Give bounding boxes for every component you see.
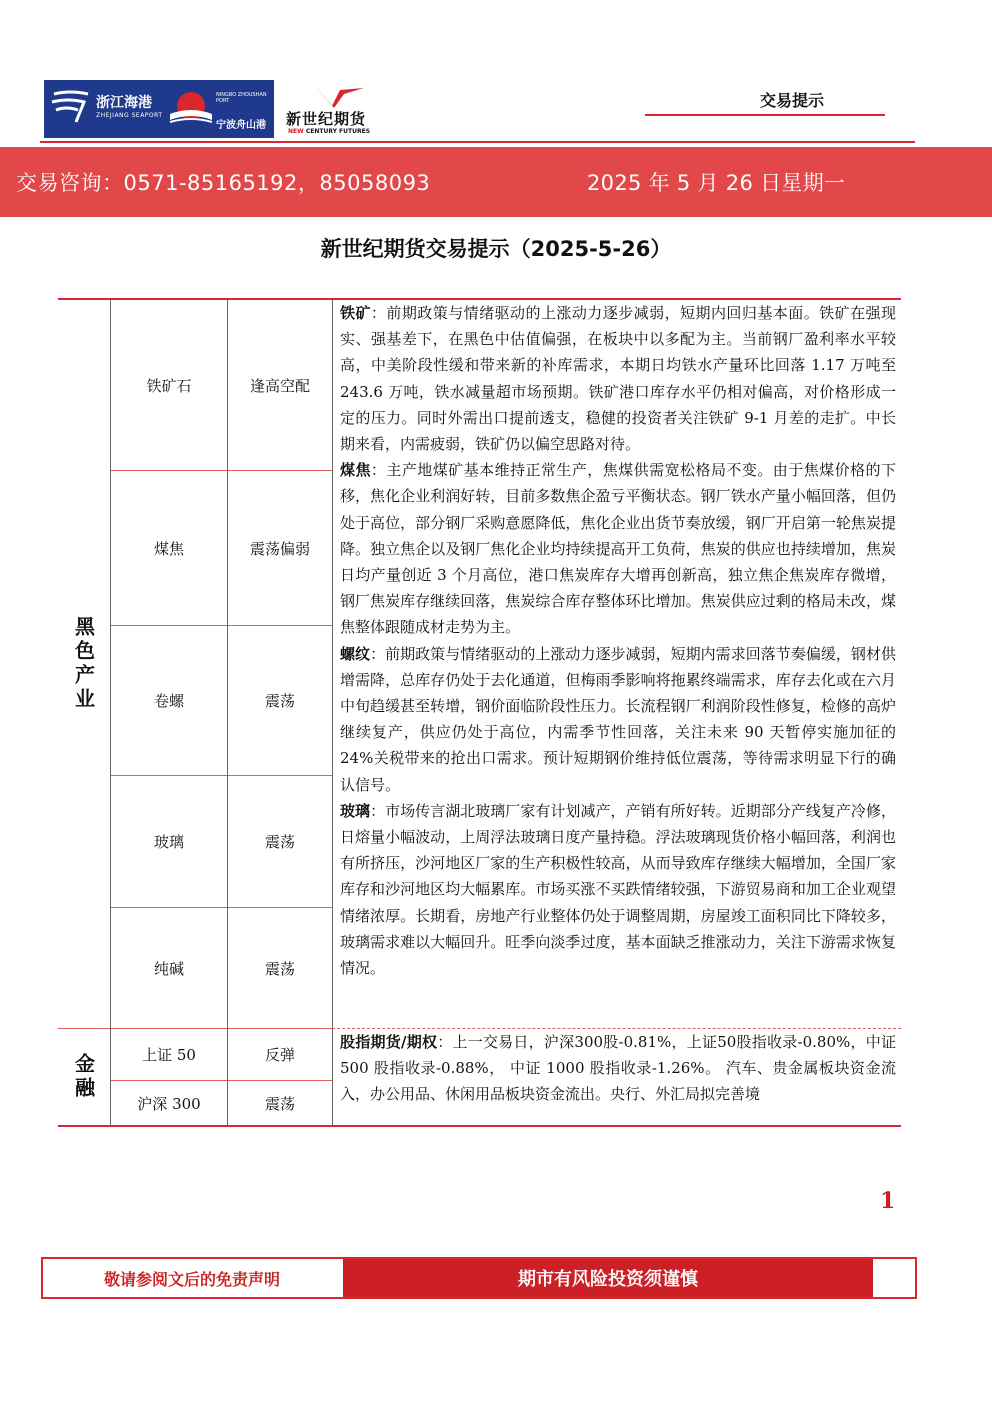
ningbo-port-cn: 宁波舟山港 xyxy=(216,120,266,131)
commentary-iron-ore: 铁矿：前期政策与情绪驱动的上涨动力逐步减弱，短期内回归基本面。铁矿在强现实、强基差下，在黑色中估值偏强，在板块中以多配为主。当前钢厂盈利率水平较高，中美阶段性缓和带来新的补库需求，本期日均铁水产量环比回落 1.17 万吨至 243.6 万吨，铁水减量超市场预期。铁矿港口库存水平仍相对偏高，对价格形成一定的压力。同时外需出口提前透支，稳健的投资者关注铁矿 9-1 月差的走扩。中长期来看，内需疲弱，铁矿仍以偏空思路对待。 xyxy=(340,304,896,454)
view-cell: 震荡 xyxy=(264,959,295,978)
banner-date: 2025 年 5 月 26 日星期一 xyxy=(587,171,846,195)
table-bottom-rule xyxy=(58,1125,901,1127)
product-cell: 纯碱 xyxy=(153,959,184,978)
commentary-index: 股指期货/期权：上一交易日，沪深300股-0.81%，上证50股指收录-0.80%，中证 500 股指收录-0.88%， 中证 1000 股指收录-1.26%。 汽车、贵金属板块资金流入，办公用品、休闲用品板块资金流出。央行、外汇局拟完善境 xyxy=(340,1033,896,1104)
product-cell: 铁矿石 xyxy=(146,376,192,395)
commentary-finance xyxy=(340,1029,896,1108)
disclaimer-link[interactable]: 敬请参阅文后的免责声明 xyxy=(103,1269,280,1289)
footer-bar xyxy=(41,1257,917,1299)
contact-phone: 交易咨询：0571-85165192，85058093 xyxy=(16,171,431,195)
view-cell: 震荡 xyxy=(264,692,295,710)
ncf-name-en: NEW CENTURY FUTURES xyxy=(288,128,371,135)
ningbo-port-emblem-icon xyxy=(168,88,214,130)
commentary-coking: 煤焦：主产地煤矿基本维持正常生产，焦煤供需宽松格局不变。由于焦煤价格的下移，焦化企业利润好转，目前多数焦企盈亏平衡状态。钢厂铁水产量小幅回落，但仍处于高位，部分钢厂采购意愿降低，焦化企业出货节奏放缓，钢厂开启第一轮焦炭提降。独立焦企以及钢厂焦化企业均持续提高开工负荷，焦炭的供应也持续增加，焦炭日均产量创近 3 个月高位，港口焦炭库存大增再创新高，独立焦企焦炭库存微增，钢厂焦炭库存继续回落，焦炭综合库存整体环比增加。焦炭供应过剩的格局未改，煤焦整体跟随成材走势为主。 xyxy=(340,461,896,637)
new-century-futures-logo xyxy=(286,80,396,138)
doc-type-label: 交易提示 xyxy=(760,91,825,110)
view-cell: 反弹 xyxy=(264,1046,295,1064)
zhejiang-seaport-en: ZHEJIANG SEAPORT xyxy=(96,112,163,119)
view-cell: 震荡 xyxy=(264,1094,295,1113)
sector-label-finance: 金融 xyxy=(71,1053,96,1101)
product-cell: 卷螺 xyxy=(153,692,184,710)
commentary-glass: 玻璃：市场传言湖北玻璃厂家有计划减产，产销有所好转。近期部分产线复产冷修，日熔量小幅波动，上周浮法玻璃日度产量持稳。浮法玻璃现货价格小幅回落，利润也有所挤压，沙河地区厂家的生产积极性较高，从而导致库存继续大幅增加，全国厂家库存和沙河地区均大幅累库。市场买涨不买跌情绪较强，下游贸易商和加工企业观望情绪浓厚。长期看，房地产行业整体仍处于调整周期，房屋竣工面积同比下降较多，玻璃需求难以大幅回升。旺季向淡季过度，基本面缺乏推涨动力，关注下游需求恢复情况。 xyxy=(340,801,896,978)
wave-icon xyxy=(50,88,92,128)
page-title: 新世纪期货交易提示（2025-5-26） xyxy=(320,237,672,261)
risk-warning: 期市有风险投资须谨慎 xyxy=(343,1259,873,1297)
view-cell: 逢高空配 xyxy=(249,376,310,395)
page-number: 1 xyxy=(880,1188,896,1214)
view-cell: 震荡 xyxy=(264,833,295,851)
zhejiang-seaport-cn: 浙江海港 xyxy=(96,95,152,111)
commentary-rebar: 螺纹：前期政策与情绪驱动的上涨动力逐步减弱，短期内需求回落节奏偏缓，钢材供增需降，总库存仍处于去化通道，但梅雨季影响将拖累终端需求，库存去化或在六月中旬趋缓甚至转增，钢价面临阶段性压力。长流程钢厂利润阶段性修复，检修的高炉继续复产，供应仍处于高位，内需季节性回落，关注未来 90 天暂停实施加征的24%关税带来的抢出口需求。预计短期钢价维持低位震荡，等待需求明显下行的确认信号。 xyxy=(340,644,896,794)
product-cell: 玻璃 xyxy=(153,833,184,851)
zhejiang-seaport-logo xyxy=(44,80,274,138)
ncf-emblem-icon xyxy=(310,80,366,108)
view-cell: 震荡偏弱 xyxy=(249,539,310,558)
header-rule-short xyxy=(645,114,885,116)
product-cell: 煤焦 xyxy=(153,539,184,558)
ncf-name-cn: 新世纪期货 xyxy=(286,110,367,128)
product-cell: 上证 50 xyxy=(142,1046,196,1064)
product-cell: 沪深 300 xyxy=(137,1094,201,1113)
commentary-black xyxy=(340,300,896,981)
sector-label-black: 黑色产业 xyxy=(71,616,96,712)
header-rule-long xyxy=(40,141,915,143)
ningbo-port-en: NINGBO ZHOUSHAN PORT xyxy=(216,92,267,104)
contact-banner xyxy=(0,147,992,217)
column-divider xyxy=(332,300,333,1125)
